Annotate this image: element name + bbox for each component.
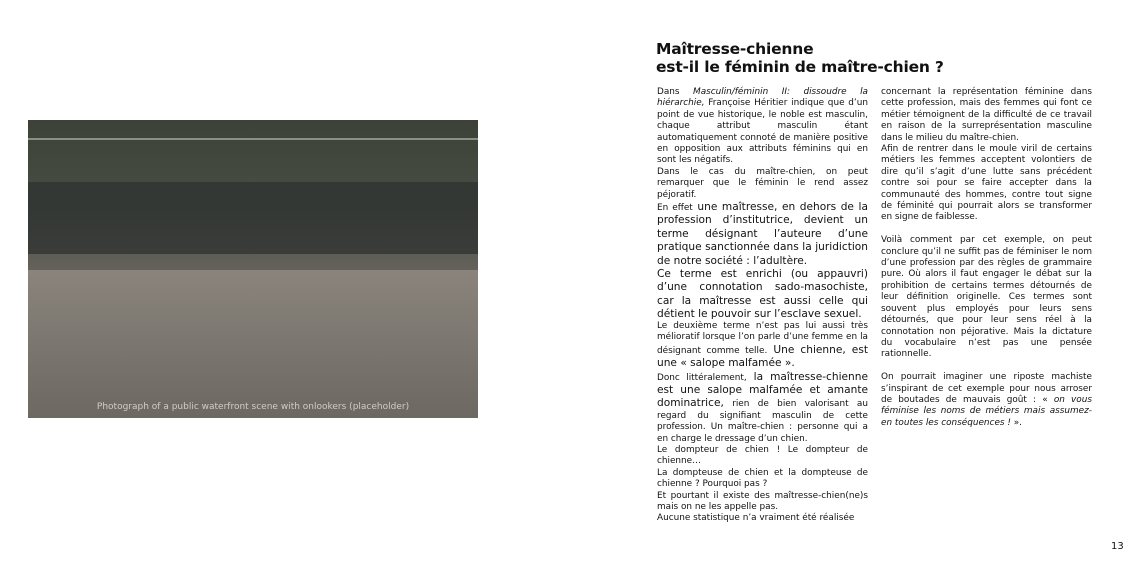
photo-ground: [28, 270, 478, 418]
title-line-1: Maîtresse-chienne: [656, 40, 814, 58]
paragraph: Voilà comment par cet exemple, on peut conclure qu’il ne suffit pas de féminiser le nom d’une profession par des règles de grammaire pure. Où alors il faut engager le débat sur la prohibition de certains termes détournés de leur définition originelle. Ces termes sont souvent plus employés pour leurs sens détournés, que pour leur sens réel à la connotation non péjorative. Mais la dictature du vocabulaire n’est pas une pensée rationnelle.: [881, 235, 1092, 360]
book-title: Masculin/féminin II: dissoudre la hiérarchie,: [657, 87, 869, 109]
emphasis-run: une maîtresse, en dehors de la profession d’institutrice, devient un terme désignant l’auteure d’une pratique sanctionnée dans la juridiction de notre société : l’adultère.: [657, 201, 868, 267]
right-text-column: [881, 87, 1092, 429]
text-run: rien de bien valorisant au regard du signifiant masculin de cette profession. Un maître-chien : personne qui a en charge le dressage d’un chien.: [657, 399, 868, 444]
paragraph: [657, 371, 868, 445]
paragraph: Le dompteur de chien ! Le dompteur de chienne…: [657, 444, 868, 467]
text-run: On pourrait imaginer une riposte machiste s’inspirant de cet exemple pour nous arroser de boutades de mauvais goût : «: [881, 372, 1092, 405]
emphasis-run: la maîtresse-chienne est une salope malfamée et amante dominatrice,: [657, 370, 868, 410]
emphasis-run: Une chienne, est une « salope malfamée ».: [657, 343, 868, 370]
paragraph: Afin de rentrer dans le moule viril de certains métiers les femmes acceptent volontiers de dire qu’il s’agit d’une lutte sans précédent contre soi pour se faire accepter dans la communauté des hommes, contre tout signe de féminité qui pourrait alors se transformer en signe de faiblesse.: [881, 144, 1092, 223]
page-number: 13: [1111, 541, 1124, 552]
article-photo: [28, 120, 478, 418]
paragraph: [657, 87, 868, 167]
photo-railing: [28, 138, 478, 140]
title-line-2: est-il le féminin de maître-chien ?: [656, 58, 944, 76]
paragraph: [881, 372, 1092, 429]
quote-italic: on vous féminise les noms de métiers mais assumez-en toutes les conséquences !: [881, 394, 1092, 428]
text-run: Dans: [657, 87, 694, 97]
paragraph: Ce terme est enrichi (ou appauvri) d’une connotation sado-masochiste, car la maîtresse est aussi celle qui détient le pouvoir sur l’esclave sexuel.: [657, 268, 868, 320]
paragraph: Et pourtant il existe des maîtresse-chien(ne)s mais on ne les appelle pas.: [657, 490, 868, 512]
photo-description: Photograph of a public waterfront scene with onlookers (placeholder): [96, 402, 410, 412]
paragraph: [657, 201, 868, 268]
paragraph: concernant la représentation féminine dans cette profession, mais des femmes qui font ce métier témoignent de la difficulté de ce travail en raison de la surreprésentation masculine dans le milieu du maître-chien.: [881, 87, 1092, 143]
paragraph-spacer: [881, 224, 1092, 235]
article-title: [656, 40, 944, 76]
text-run: ».: [1010, 417, 1022, 428]
left-text-column: [657, 87, 868, 525]
paragraph: Aucune statistique n’a vraiment été réalisée: [657, 513, 855, 524]
paragraph: Dans le cas du maître-chien, on peut remarquer que le féminin le rend assez péjoratif.: [657, 166, 868, 200]
text-run: En effet: [657, 203, 693, 214]
paragraph-spacer: [881, 361, 1092, 372]
photo-background-wall: [28, 182, 478, 254]
text-run: Donc littéralement,: [657, 372, 747, 383]
paragraph: La dompteuse de chien et la dompteuse de chienne ? Pourquoi pas ?: [657, 467, 868, 490]
paragraph: [657, 321, 868, 371]
text-run: Le deuxième terme n’est pas lui aussi très mélioratif lorsque l’on parle d’une femme en la désignant comme telle.: [657, 320, 868, 356]
text-run: Françoise Héritier indique que d’un point de vue historique, le noble est masculin, chaque attribut masculin étant automatiquement connoté de manière positive en opposition aux attributs féminins qui en sont les négatifs.: [657, 98, 868, 166]
